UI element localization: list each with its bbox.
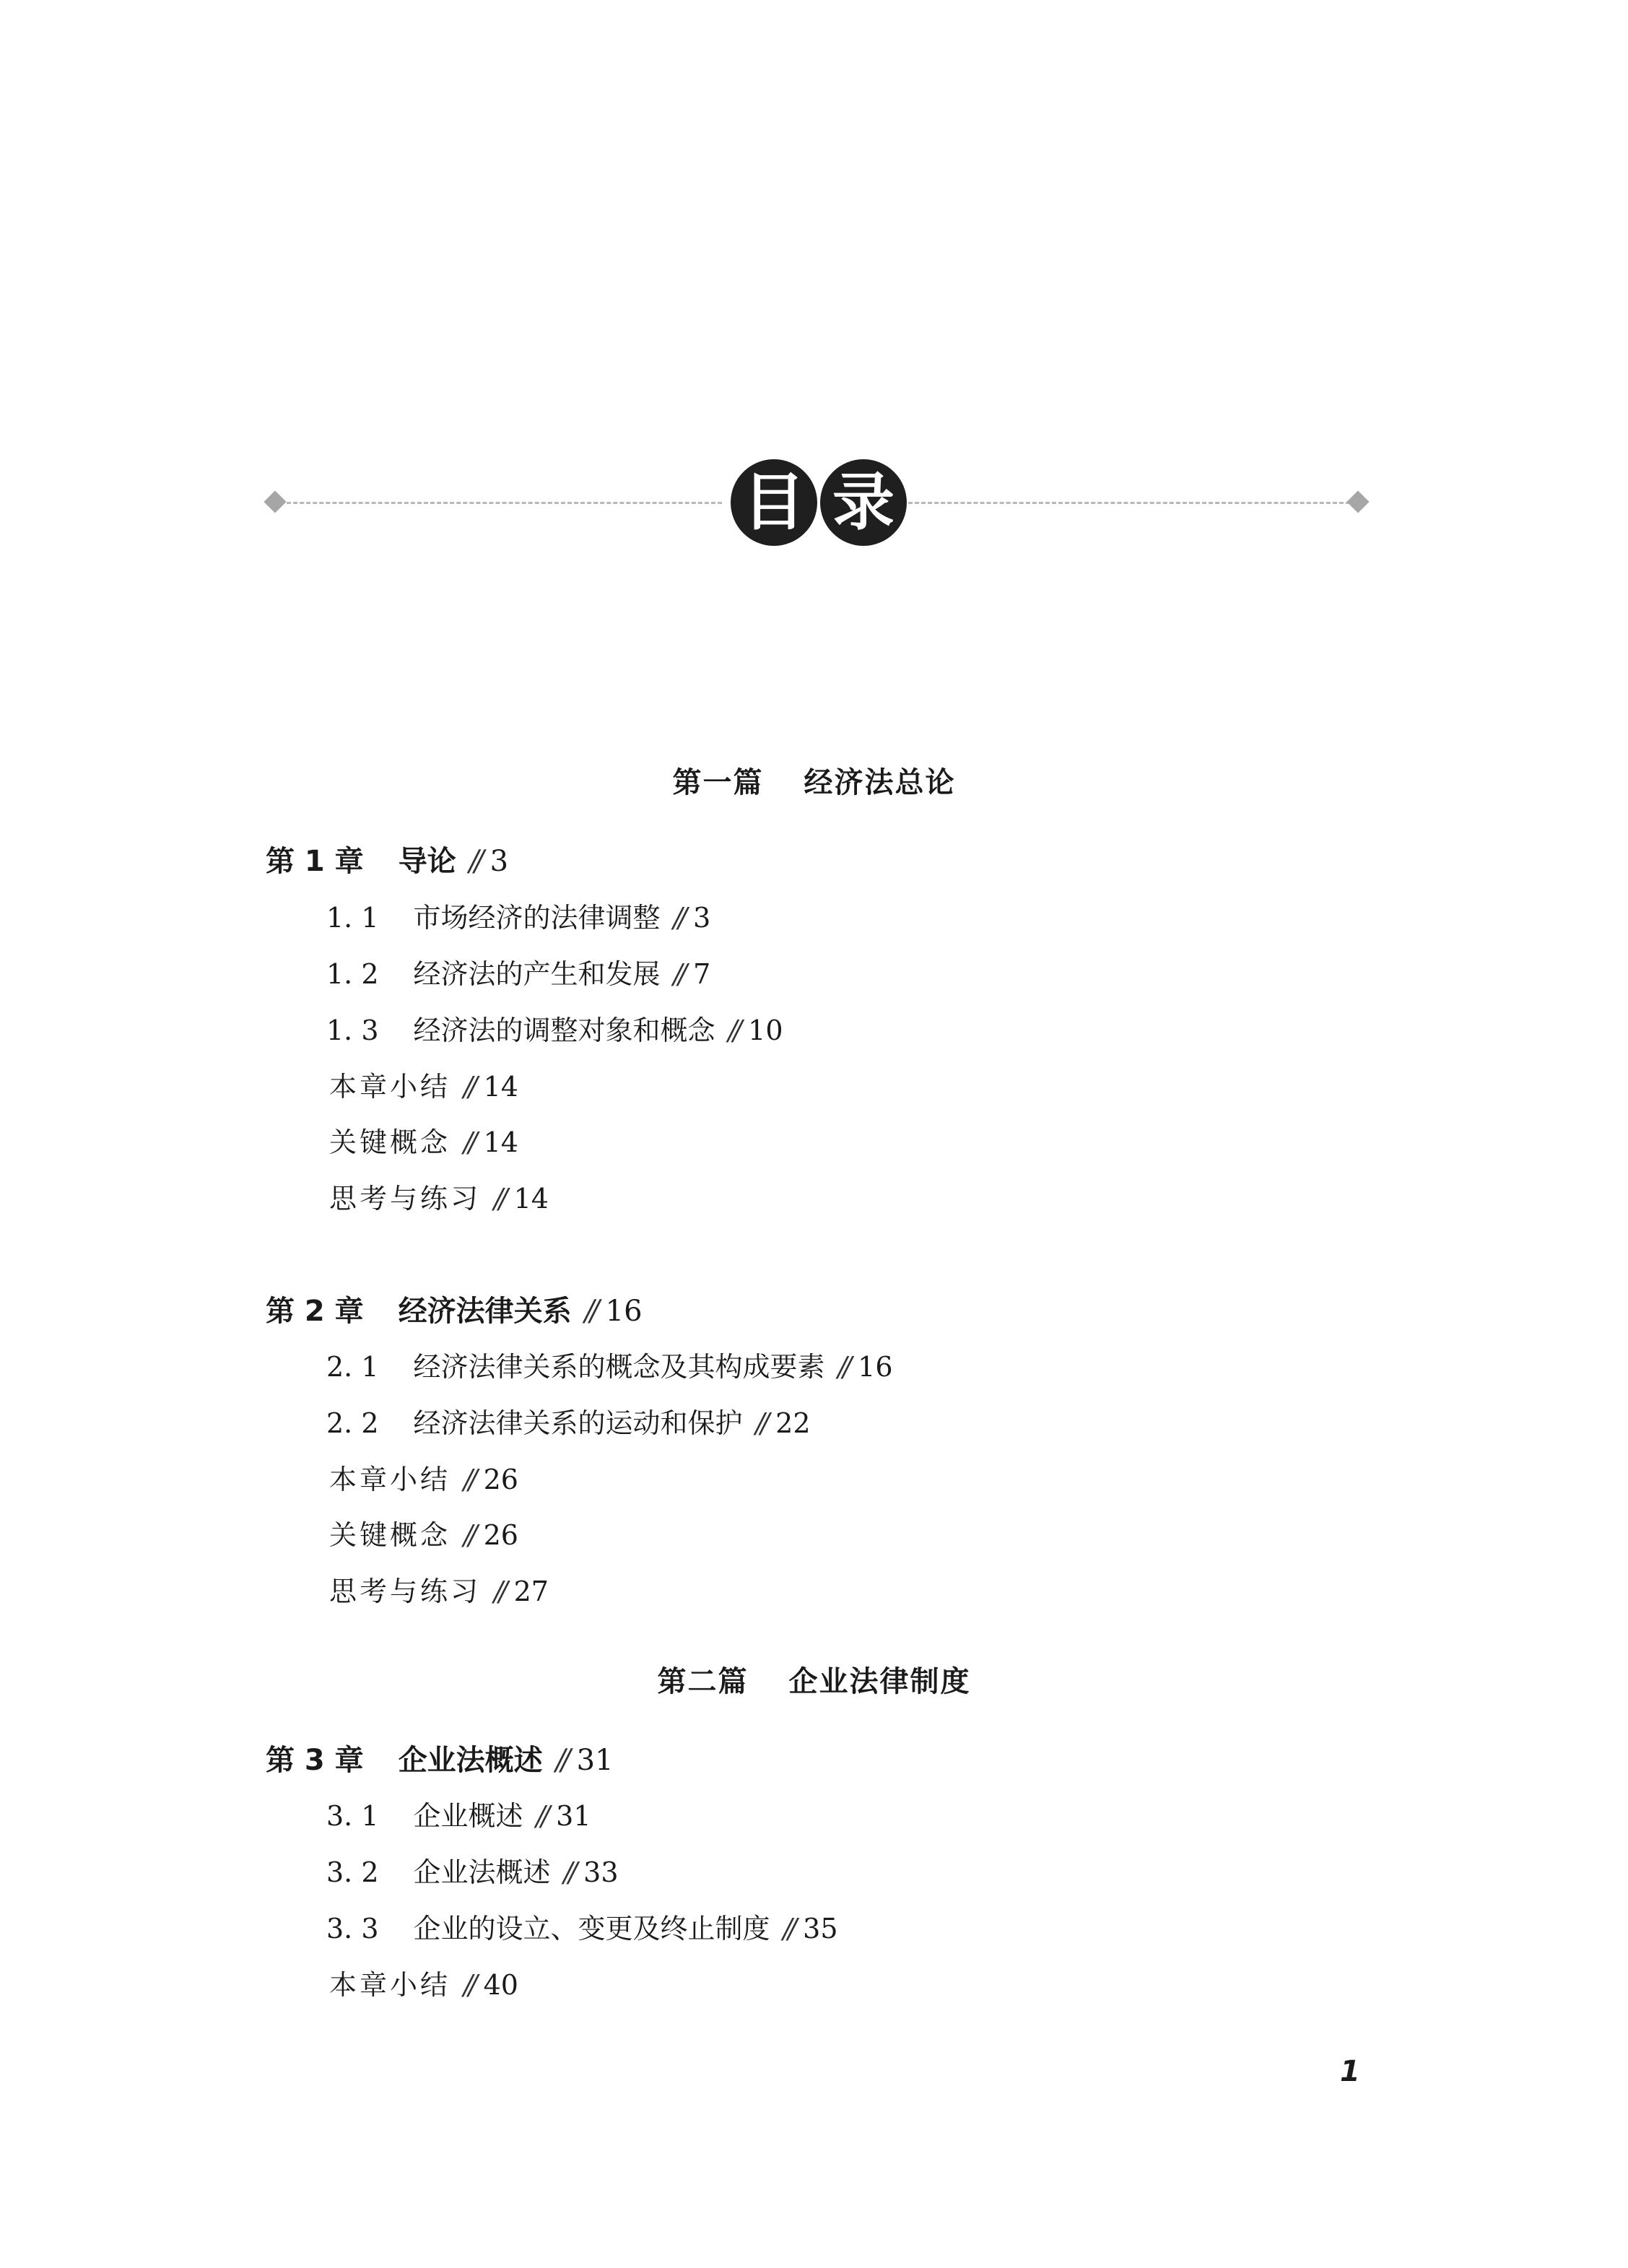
toc-title-char-1: 目 [731,459,817,546]
chapter-title: 经济法律关系 [398,1295,572,1328]
toc-chapter-entry[interactable] [266,847,508,876]
page-separator: // [563,1856,574,1888]
page-separator: // [728,1014,739,1046]
toc-section-entry[interactable] [326,1014,783,1046]
toc-section-entry[interactable] [326,1802,591,1830]
section-title: 经济法律关系的概念及其构成要素 [413,1351,825,1383]
diamond-ornament-left-icon [264,490,286,513]
page-ref: 40 [483,1969,518,2001]
page-separator: // [494,1183,504,1215]
page-separator: // [673,958,684,990]
page-ref: 14 [483,1126,518,1158]
page-separator: // [494,1576,504,1607]
toc-chapter-entry[interactable] [266,1746,614,1775]
section-title: 企业的设立、变更及终止制度 [413,1913,770,1945]
section-title: 经济法律关系的运动和保护 [413,1407,743,1439]
page-ref: 10 [748,1014,783,1046]
section-number: 2. 2 [326,1407,379,1439]
toc-section-entry[interactable] [326,902,711,934]
part-title: 企业法律制度 [788,1665,971,1698]
chapter-label: 第 2 章 [266,1295,364,1328]
extra-title: 本章小结 [329,1071,451,1103]
toc-section-entry[interactable] [326,1913,838,1945]
page-separator: // [463,1126,474,1158]
section-number: 3. 2 [326,1856,379,1888]
section-number: 2. 1 [326,1351,379,1383]
page-ref: 16 [858,1351,893,1383]
page-separator: // [755,1407,766,1439]
chapter-title: 导论 [398,845,456,878]
page-ref: 27 [513,1576,549,1607]
toc-title-char-2: 录 [820,459,907,546]
page-ref: 16 [605,1295,643,1328]
toc-header [0,0,1628,549]
page-ref: 31 [576,1744,614,1777]
page-separator: // [463,1071,474,1103]
toc-section-entry[interactable] [326,960,710,988]
toc-section-entry[interactable] [326,1353,893,1381]
section-title: 市场经济的法律调整 [413,902,661,934]
chapter-title: 企业法概述 [398,1744,543,1777]
part-heading [0,1659,1628,1700]
toc-extra-entry[interactable] [329,1466,518,1493]
chapter-label: 第 3 章 [266,1744,364,1777]
page-ref: 3 [489,845,509,878]
section-title: 企业概述 [413,1800,523,1832]
section-number: 1. 2 [326,958,379,990]
page-ref: 33 [583,1856,619,1888]
section-title: 经济法的产生和发展 [413,958,661,990]
dashed-rule-right [908,502,1350,504]
diamond-ornament-right-icon [1346,490,1369,513]
extra-title: 关键概念 [329,1126,451,1158]
toc-extra-entry[interactable] [329,1071,518,1103]
page-ref: 26 [483,1519,518,1551]
extra-title: 本章小结 [329,1969,451,2001]
toc-extra-entry[interactable] [329,1971,518,1999]
extra-title: 思考与练习 [329,1183,482,1215]
page-ref: 31 [556,1800,591,1832]
page-separator: // [463,1464,474,1495]
part-label: 第一篇 [672,766,764,799]
page-ref: 35 [803,1913,838,1945]
page-separator: // [584,1295,596,1328]
page-ref: 22 [775,1407,811,1439]
page-separator: // [673,902,684,934]
part-heading [0,760,1628,801]
toc-extra-entry[interactable] [329,1126,518,1158]
section-number: 1. 3 [326,1014,379,1046]
extra-title: 本章小结 [329,1464,451,1495]
toc-extra-entry[interactable] [329,1183,549,1215]
dashed-rule-left [280,502,722,504]
section-title: 企业法概述 [413,1856,551,1888]
page-ref: 14 [483,1071,518,1103]
page-separator: // [837,1351,848,1383]
section-number: 1. 1 [326,902,379,934]
page-ref: 7 [693,958,711,990]
page-number: 1 [1340,2055,1360,2088]
page-separator: // [463,1519,474,1551]
page-separator: // [536,1800,547,1832]
page-ref: 14 [513,1183,549,1215]
toc-section-entry[interactable] [326,1856,619,1888]
chapter-label: 第 1 章 [266,845,364,878]
section-number: 3. 1 [326,1800,379,1832]
page-ref: 3 [693,902,711,934]
toc-chapter-entry[interactable] [266,1297,643,1326]
page-separator: // [783,1913,793,1945]
section-title: 经济法的调整对象和概念 [413,1014,715,1046]
extra-title: 思考与练习 [329,1576,482,1607]
extra-title: 关键概念 [329,1519,451,1551]
page-separator: // [469,845,480,878]
toc-extra-entry[interactable] [329,1521,518,1549]
toc-section-entry[interactable] [326,1409,811,1437]
section-number: 3. 3 [326,1913,379,1945]
part-label: 第二篇 [657,1665,749,1698]
page-separator: // [463,1969,474,2001]
part-title: 经济法总论 [804,766,956,799]
toc-extra-entry[interactable] [329,1578,549,1605]
page-ref: 26 [483,1464,518,1495]
page-separator: // [555,1744,567,1777]
